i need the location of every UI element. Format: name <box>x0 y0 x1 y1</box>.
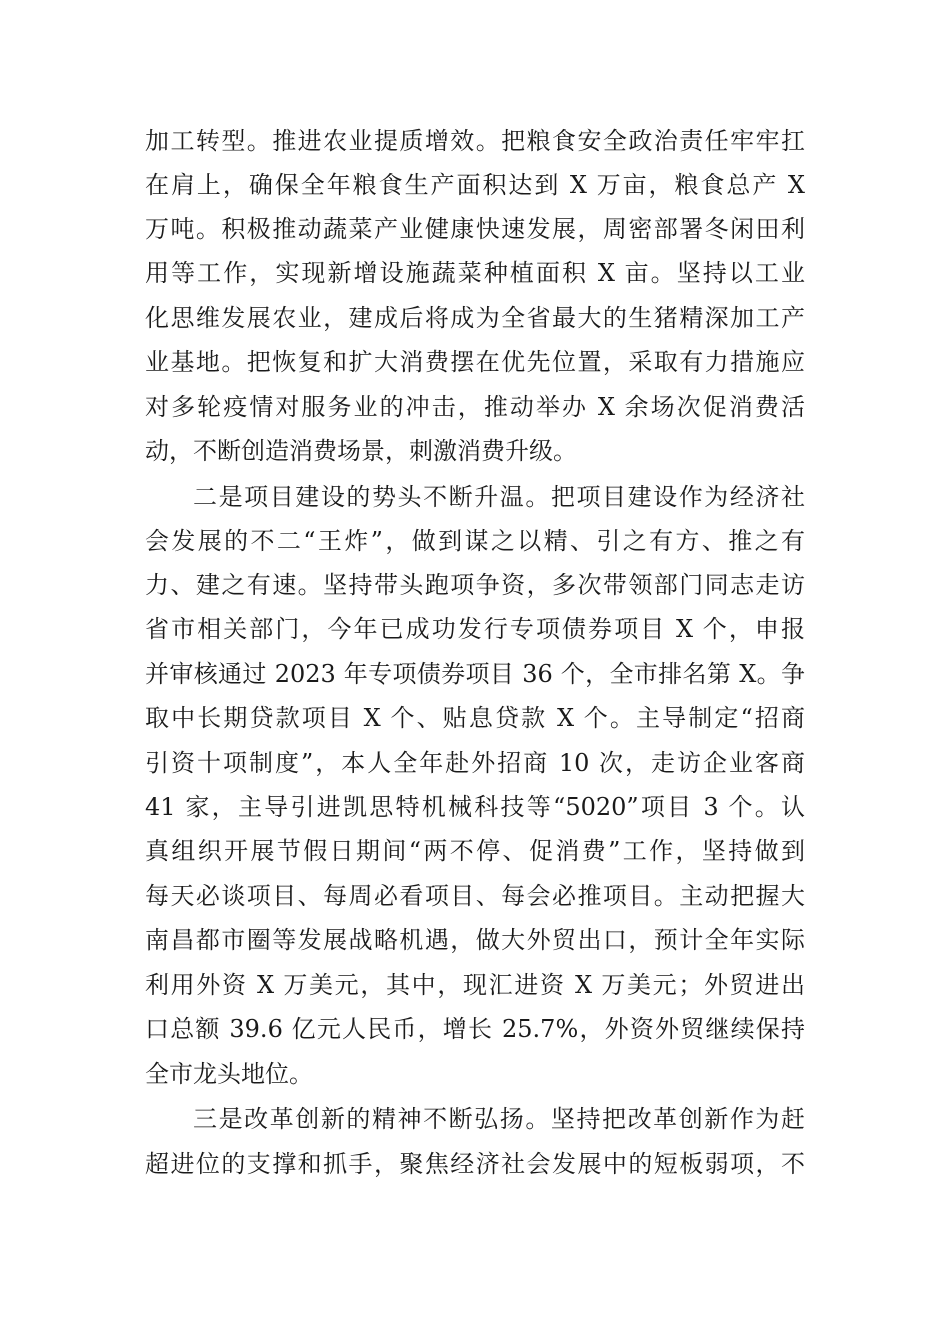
paragraph-1-line-1: 加工转型。推进农业提质增效。把粮食安全政治责任牢牢扛 <box>145 127 805 155</box>
paragraph-1-line-8: 动，不断创造消费场景，刺激消费升级。 <box>145 437 577 465</box>
paragraph-2-line-12: 利用外资 X 万美元，其中，现汇进资 X 万美元；外贸进出 <box>145 971 805 999</box>
paragraph-1-line-2: 在肩上，确保全年粮食生产面积达到 X 万亩，粮食总产 X <box>145 171 805 199</box>
paragraph-2-line-1: 二是项目建设的势头不断升温。把项目建设作为经济社 <box>193 483 805 511</box>
paragraph-2-line-14: 全市龙头地位。 <box>145 1060 313 1088</box>
paragraph-2-line-10: 每天必谈项目、每周必看项目、每会必推项目。主动把握大 <box>145 882 805 910</box>
paragraph-2-line-5: 并审核通过 2023 年专项债券项目 36 个，全市排名第 X。争 <box>145 660 805 688</box>
paragraph-2-line-7: 引资十项制度”，本人全年赴外招商 10 次，走访企业客商 <box>145 749 805 777</box>
paragraph-2-line-2: 会发展的不二“王炸”，做到谋之以精、引之有方、推之有 <box>145 527 805 555</box>
paragraph-1-line-5: 化思维发展农业，建成后将成为全省最大的生猪精深加工产 <box>145 304 805 332</box>
paragraph-1-line-3: 万吨。积极推动蔬菜产业健康快速发展，周密部署冬闲田利 <box>145 215 805 243</box>
paragraph-2-line-6: 取中长期贷款项目 X 个、贴息贷款 X 个。主导制定“招商 <box>145 704 805 732</box>
paragraph-2-line-13: 口总额 39.6 亿元人民币，增长 25.7%，外资外贸继续保持 <box>145 1015 805 1043</box>
paragraph-2-line-9: 真组织开展节假日期间“两不停、促消费”工作，坚持做到 <box>145 837 805 865</box>
paragraph-2-line-4: 省市相关部门，今年已成功发行专项债券项目 X 个，申报 <box>145 615 805 643</box>
paragraph-1-line-7: 对多轮疫情对服务业的冲击，推动举办 X 余场次促消费活 <box>145 393 805 421</box>
paragraph-2-line-11: 南昌都市圈等发展战略机遇，做大外贸出口，预计全年实际 <box>145 926 805 954</box>
paragraph-3-line-2: 超进位的支撑和抓手，聚焦经济社会发展中的短板弱项，不 <box>145 1150 805 1178</box>
paragraph-1-line-4: 用等工作，实现新增设施蔬菜种植面积 X 亩。坚持以工业 <box>145 259 805 287</box>
paragraph-2-line-3: 力、建之有速。坚持带头跑项争资，多次带领部门同志走访 <box>145 571 805 599</box>
paragraph-1-line-6: 业基地。把恢复和扩大消费摆在优先位置，采取有力措施应 <box>145 348 805 376</box>
paragraph-2-line-8: 41 家，主导引进凯思特机械科技等“5020”项目 3 个。认 <box>145 793 805 821</box>
paragraph-3-line-1: 三是改革创新的精神不断弘扬。坚持把改革创新作为赶 <box>193 1105 805 1133</box>
